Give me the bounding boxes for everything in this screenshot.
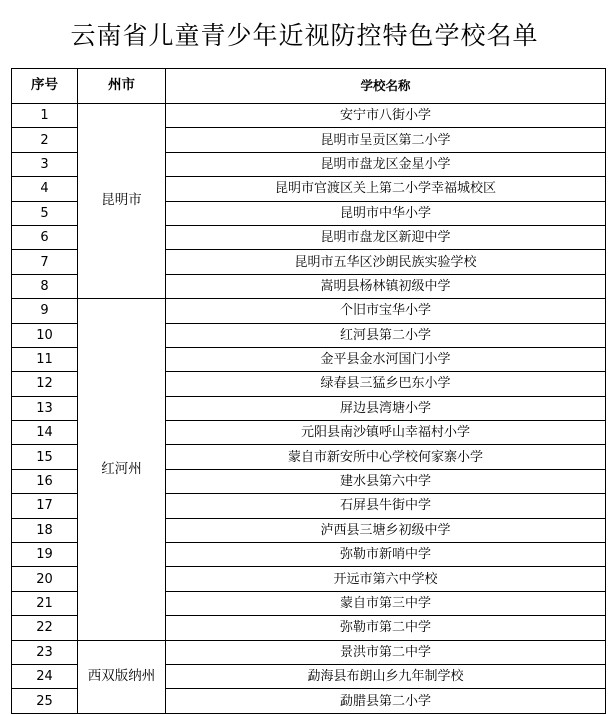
serial-number-cell: 11 [12, 347, 78, 371]
serial-number-cell: 12 [12, 372, 78, 396]
school-name-cell: 嵩明县杨林镇初级中学 [166, 274, 606, 298]
school-name-cell: 开远市第六中学校 [166, 567, 606, 591]
serial-number-cell: 25 [12, 689, 78, 713]
table-row [12, 104, 606, 128]
school-name-cell: 弥勒市第二中学 [166, 616, 606, 640]
serial-number-cell: 7 [12, 250, 78, 274]
serial-number-cell: 4 [12, 177, 78, 201]
school-name-cell: 个旧市宝华小学 [166, 299, 606, 323]
serial-number-cell: 20 [12, 567, 78, 591]
serial-number-cell: 10 [12, 323, 78, 347]
serial-number-cell: 6 [12, 225, 78, 249]
school-name-cell: 景洪市第二中学 [166, 640, 606, 664]
school-name-cell: 昆明市盘龙区金星小学 [166, 152, 606, 176]
table-row [12, 640, 606, 664]
serial-number-cell: 18 [12, 518, 78, 542]
school-name-cell: 昆明市中华小学 [166, 201, 606, 225]
school-name-cell: 昆明市官渡区关上第二小学幸福城校区 [166, 177, 606, 201]
page-title: 云南省儿童青少年近视防控特色学校名单 [70, 21, 539, 50]
serial-number-cell: 14 [12, 421, 78, 445]
school-name-cell: 泸西县三塘乡初级中学 [166, 518, 606, 542]
serial-number-cell: 16 [12, 469, 78, 493]
school-list-table [11, 68, 606, 714]
school-name-cell: 蒙自市第三中学 [166, 591, 606, 615]
serial-number-cell: 21 [12, 591, 78, 615]
school-name-cell: 建水县第六中学 [166, 469, 606, 493]
city-cell: 红河州 [78, 299, 166, 640]
school-name-cell: 蒙自市新安所中心学校何家寨小学 [166, 445, 606, 469]
school-name-cell: 红河县第二小学 [166, 323, 606, 347]
serial-number-cell: 13 [12, 396, 78, 420]
serial-number-cell: 1 [12, 104, 78, 128]
school-name-cell: 绿春县三猛乡巴东小学 [166, 372, 606, 396]
school-name-cell: 勐腊县第二小学 [166, 689, 606, 713]
school-name-cell: 安宁市八街小学 [166, 104, 606, 128]
serial-number-cell: 24 [12, 664, 78, 688]
school-name-cell: 勐海县布朗山乡九年制学校 [166, 664, 606, 688]
header-serial-number: 序号 [12, 69, 78, 104]
school-name-cell: 弥勒市新哨中学 [166, 543, 606, 567]
school-name-cell: 屏边县湾塘小学 [166, 396, 606, 420]
school-name-cell: 昆明市呈贡区第二小学 [166, 128, 606, 152]
serial-number-cell: 3 [12, 152, 78, 176]
serial-number-cell: 8 [12, 274, 78, 298]
school-name-cell: 元阳县南沙镇呼山幸福村小学 [166, 421, 606, 445]
serial-number-cell: 15 [12, 445, 78, 469]
header-city: 州市 [78, 69, 166, 104]
serial-number-cell: 23 [12, 640, 78, 664]
table-row [12, 299, 606, 323]
city-cell: 昆明市 [78, 104, 166, 299]
school-name-cell: 石屏县牛街中学 [166, 494, 606, 518]
serial-number-cell: 9 [12, 299, 78, 323]
table-body [12, 104, 606, 714]
city-cell: 西双版纳州 [78, 640, 166, 713]
serial-number-cell: 22 [12, 616, 78, 640]
header-school-name: 学校名称 [166, 69, 606, 104]
serial-number-cell: 2 [12, 128, 78, 152]
school-name-cell: 金平县金水河国门小学 [166, 347, 606, 371]
school-name-cell: 昆明市五华区沙朗民族实验学校 [166, 250, 606, 274]
table-header-row [12, 69, 606, 104]
serial-number-cell: 19 [12, 543, 78, 567]
serial-number-cell: 17 [12, 494, 78, 518]
school-name-cell: 昆明市盘龙区新迎中学 [166, 225, 606, 249]
serial-number-cell: 5 [12, 201, 78, 225]
